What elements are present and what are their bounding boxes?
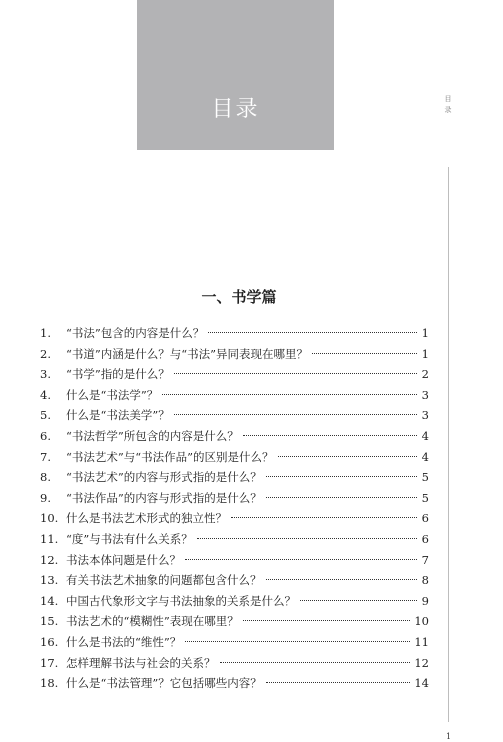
toc-entry-number: 9. <box>40 490 51 505</box>
toc-entry[interactable] <box>40 405 429 426</box>
page-title: 目录 <box>211 97 260 122</box>
title-banner <box>137 0 334 150</box>
toc-entry-title[interactable]: “书道”内涵是什么？与“书法”异同表现在哪里？ <box>66 346 309 361</box>
toc-entry[interactable] <box>40 488 429 509</box>
dot-leader <box>208 332 417 333</box>
toc-entry-number: 16. <box>40 634 59 649</box>
toc-entry-title[interactable]: “书学”指的是什么？ <box>66 367 170 382</box>
side-tab-char: 录 <box>444 106 452 114</box>
toc-entry-page: 3 <box>421 408 429 423</box>
toc-entry[interactable] <box>40 364 429 385</box>
toc-entry-number: 5. <box>40 408 51 423</box>
section-title: 一、书学篇 <box>201 288 277 306</box>
side-tab-char: 目 <box>444 95 452 103</box>
toc-entry-page: 2 <box>421 367 429 382</box>
page-number: 1 <box>446 732 452 741</box>
toc-entry-number: 6. <box>40 428 51 443</box>
toc-entry-page: 5 <box>421 470 429 485</box>
toc-entry-page: 1 <box>421 326 429 340</box>
toc-entry-title[interactable]: “书法艺术”的内容与形式指的是什么？ <box>66 470 262 485</box>
dot-leader <box>278 456 417 457</box>
toc-entry-title[interactable]: “书法哲学”所包含的内容是什么？ <box>66 428 239 443</box>
toc-entry-page: 4 <box>421 449 429 464</box>
dot-leader <box>220 662 411 663</box>
toc-entry[interactable] <box>40 508 429 529</box>
toc-entry-page: 5 <box>421 490 429 505</box>
toc-entry-page: 8 <box>421 573 429 588</box>
toc-entry-page: 3 <box>421 387 429 402</box>
side-divider <box>448 167 449 722</box>
dot-leader <box>243 620 411 621</box>
toc-entry-title[interactable]: “度”与书法有什么关系？ <box>66 531 193 546</box>
toc-entry-page: 14 <box>414 676 429 691</box>
toc-entry-page: 4 <box>421 428 429 443</box>
dot-leader <box>174 373 417 374</box>
toc-entry[interactable] <box>40 632 429 653</box>
side-tab <box>442 94 454 116</box>
dot-leader <box>197 538 417 539</box>
toc-entry-number: 15. <box>40 614 59 629</box>
toc-entry-page: 10 <box>414 614 429 629</box>
toc-entry-number: 18. <box>40 676 59 691</box>
toc-entry-number: 8. <box>40 470 51 485</box>
toc-entry[interactable] <box>40 385 429 406</box>
dot-leader <box>185 559 417 560</box>
toc-entry-page: 6 <box>421 511 429 526</box>
toc-entry-title[interactable]: 怎样理解书法与社会的关系？ <box>66 655 216 670</box>
toc-entry-number: 14. <box>40 593 59 608</box>
toc-entry-number: 7. <box>40 449 51 464</box>
toc-entry-title[interactable]: 什么是书法的“维性”？ <box>66 634 182 649</box>
toc-entry-title[interactable]: 书法艺术的“模糊性”表现在哪里？ <box>66 614 239 629</box>
toc-entry[interactable] <box>40 550 429 571</box>
toc-entry-page: 11 <box>414 634 429 649</box>
toc-entry-title[interactable]: 书法本体问题是什么？ <box>66 552 181 567</box>
toc-entry-title[interactable]: “书法”包含的内容是什么？ <box>66 326 205 340</box>
dot-leader <box>185 641 410 642</box>
toc-entry[interactable] <box>40 653 429 674</box>
toc-entry-number: 4. <box>40 387 51 402</box>
toc-entry[interactable] <box>40 344 429 365</box>
toc-entry-title[interactable]: 什么是书法艺术形式的独立性？ <box>66 511 227 526</box>
toc-entry-page: 7 <box>421 552 429 567</box>
toc-entry-title[interactable]: 有关书法艺术抽象的问题都包含什么？ <box>66 573 262 588</box>
dot-leader <box>300 600 417 601</box>
toc-entry-number: 12. <box>40 552 59 567</box>
toc-entry-title[interactable]: 什么是“书法美学”？ <box>66 408 170 423</box>
toc-entry-title[interactable]: 什么是“书法学”？ <box>66 387 159 402</box>
toc-entry-number: 17. <box>40 655 59 670</box>
toc-entry-title[interactable]: 什么是“书法管理”？它包括哪些内容？ <box>66 676 262 691</box>
dot-leader <box>162 394 417 395</box>
table-of-contents <box>40 323 429 694</box>
toc-entry-number: 10. <box>40 511 59 526</box>
dot-leader <box>266 682 411 683</box>
toc-entry-number: 2. <box>40 346 51 361</box>
dot-leader <box>231 517 417 518</box>
toc-entry-title[interactable]: “书法艺术”与“书法作品”的区别是什么？ <box>66 449 274 464</box>
toc-entry-number: 11. <box>40 531 59 546</box>
toc-entry[interactable] <box>40 467 429 488</box>
toc-entry[interactable] <box>40 673 429 694</box>
toc-entry-number: 3. <box>40 367 51 382</box>
dot-leader <box>266 476 417 477</box>
dot-leader <box>266 497 417 498</box>
toc-entry[interactable] <box>40 426 429 447</box>
dot-leader <box>266 579 418 580</box>
toc-entry[interactable] <box>40 570 429 591</box>
toc-entry-title[interactable]: 中国古代象形文字与书法抽象的关系是什么？ <box>66 593 296 608</box>
toc-entry-title[interactable]: “书法作品”的内容与形式指的是什么？ <box>66 490 262 505</box>
dot-leader <box>312 353 417 354</box>
toc-entry[interactable] <box>40 447 429 468</box>
toc-entry-number: 13. <box>40 573 59 588</box>
toc-entry-page: 6 <box>421 531 429 546</box>
toc-entry[interactable] <box>40 591 429 612</box>
toc-entry[interactable] <box>40 611 429 632</box>
toc-entry-number: 1. <box>40 326 51 340</box>
toc-entry[interactable] <box>40 323 429 344</box>
toc-entry-page: 9 <box>421 593 429 608</box>
toc-entry-page: 12 <box>414 655 429 670</box>
toc-entry-page: 1 <box>421 346 429 361</box>
dot-leader <box>243 435 417 436</box>
dot-leader <box>174 414 417 415</box>
toc-entry[interactable] <box>40 529 429 550</box>
